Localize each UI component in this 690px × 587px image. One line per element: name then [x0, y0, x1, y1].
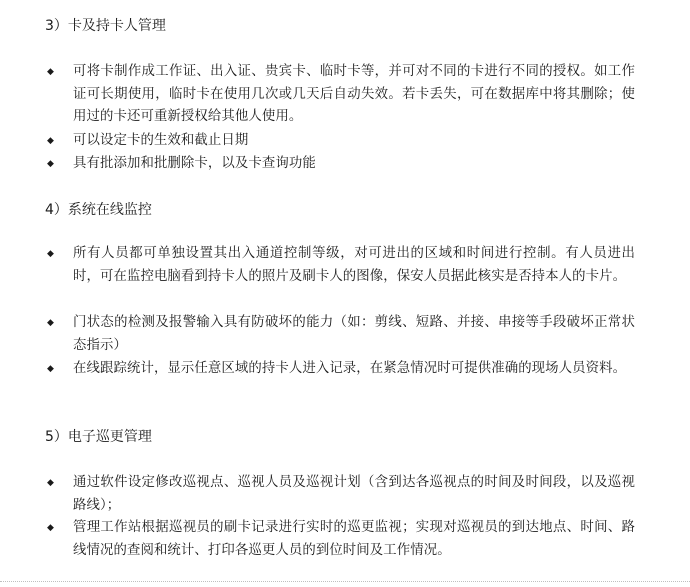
page-bottom-divider	[0, 581, 690, 583]
list-item	[45, 61, 635, 129]
list-item	[45, 130, 635, 153]
list-item	[45, 153, 635, 176]
list-item-text: 通过软件设定修改巡视点、巡视人员及巡视计划（含到达各巡视点的时间及时间段，以及巡视路线）；	[73, 475, 635, 513]
section-heading-5: 5）电子巡更管理	[45, 429, 152, 445]
diamond-bullet-icon: ◆	[47, 318, 54, 328]
diamond-bullet-icon: ◆	[47, 364, 54, 374]
section-heading-4: 4）系统在线监控	[45, 202, 152, 218]
list-item-text: 管理工作站根据巡视员的刷卡记录进行实时的巡更监视；实现对巡视员的到达地点、时间、路线情况的查阅和统计、打印各巡更人员的到位时间及工作情况。	[73, 520, 635, 558]
list-item	[45, 517, 635, 562]
list-item	[45, 472, 635, 517]
list-item-text: 可将卡制作成工作证、出入证、贵宾卡、临时卡等，并可对不同的卡进行不同的授权。如工作证可长期使用，临时卡在使用几次或几天后自动失效。若卡丢失，可在数据库中将其删除；使用过的卡还可重新授权给其他人使用。	[73, 64, 635, 124]
list-item	[45, 243, 635, 288]
list-item-text: 门状态的检测及报警输入具有防破坏的能力（如：剪线、短路、并接、串接等手段破坏正常状态指示）	[73, 315, 635, 353]
list-item	[45, 312, 635, 357]
diamond-bullet-icon: ◆	[47, 159, 54, 169]
diamond-bullet-icon: ◆	[47, 249, 54, 259]
diamond-bullet-icon: ◆	[47, 67, 54, 77]
list-item-text: 所有人员都可单独设置其出入通道控制等级，对可进出的区域和时间进行控制。有人员进出时，可在监控电脑看到持卡人的照片及刷卡人的图像，保安人员据此核实是否持本人的卡片。	[73, 246, 635, 284]
diamond-bullet-icon: ◆	[47, 523, 54, 533]
list-item-text: 在线跟踪统计，显示任意区域的持卡人进入记录，在紧急情况时可提供准确的现场人员资料。	[73, 361, 627, 376]
list-item	[45, 358, 635, 381]
list-item-text: 可以设定卡的生效和截止日期	[73, 133, 249, 148]
list-item-text: 具有批添加和批删除卡，以及卡查询功能	[73, 156, 316, 171]
section-heading-3: 3）卡及持卡人管理	[45, 18, 166, 34]
diamond-bullet-icon: ◆	[47, 136, 54, 146]
diamond-bullet-icon: ◆	[47, 478, 54, 488]
